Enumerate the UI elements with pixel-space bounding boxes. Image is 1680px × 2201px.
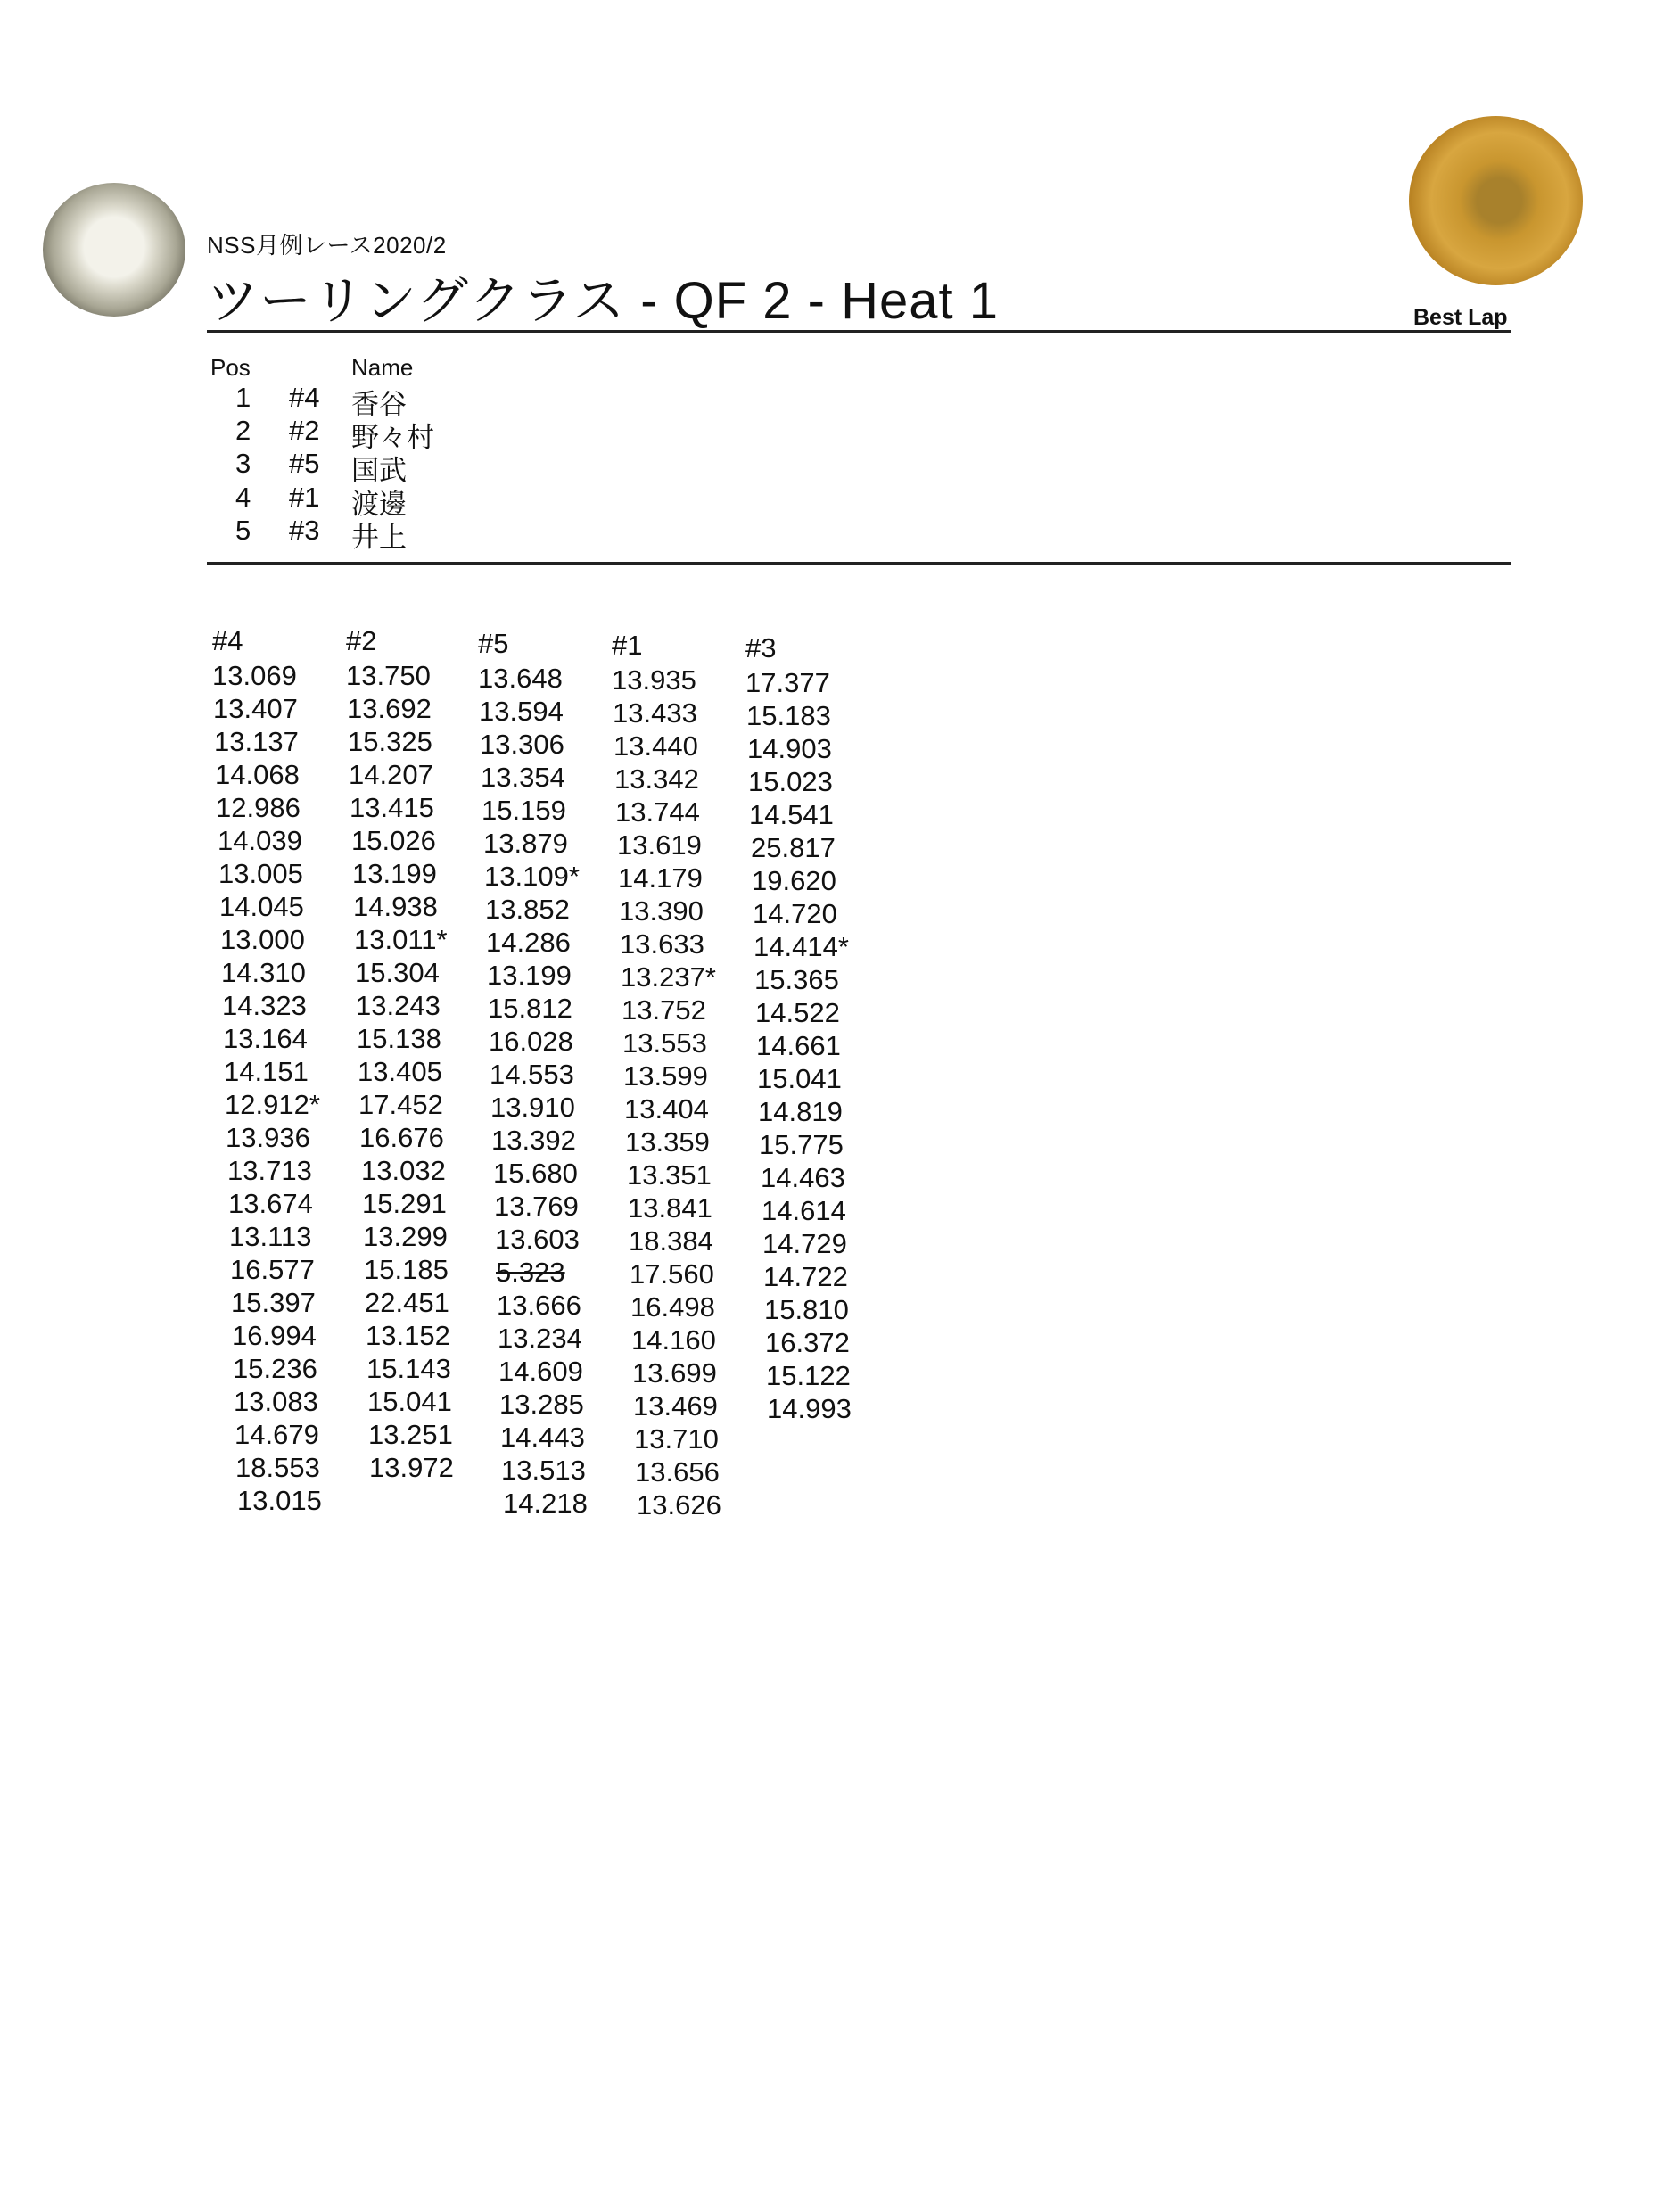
lap-time: 13.692	[347, 693, 432, 724]
lap-time: 14.179	[618, 862, 703, 894]
lap-time: 13.666	[497, 1290, 581, 1321]
lap-time: 15.185	[364, 1254, 449, 1285]
lap-time: 15.023	[748, 766, 833, 797]
lap-time: 13.674	[228, 1188, 313, 1219]
lap-time: 13.619	[617, 829, 702, 861]
lap-time: 13.750	[346, 660, 431, 691]
lap-time: 19.620	[752, 865, 836, 896]
lap-time: 17.560	[630, 1258, 714, 1290]
bottom-rule	[207, 562, 1511, 565]
race-title: ツーリングクラス - QF 2 - Heat 1	[207, 272, 999, 330]
lap-time: 13.199	[352, 858, 437, 889]
lap-column	[346, 624, 454, 1484]
lap-time: 14.722	[763, 1261, 848, 1292]
lap-time: 25.817	[751, 832, 836, 863]
lap-time: 16.676	[359, 1122, 444, 1153]
lap-time: 15.810	[764, 1294, 849, 1325]
lap-time: 13.633	[620, 928, 704, 960]
lap-time: 14.039	[218, 825, 302, 856]
lap-time: 13.744	[615, 796, 700, 828]
lap-time: 13.752	[622, 994, 706, 1026]
lap-time: 13.234	[498, 1323, 582, 1354]
lap-time: 14.068	[215, 759, 300, 790]
lap-time: 14.609	[498, 1356, 583, 1387]
lap-time: 15.304	[355, 957, 440, 988]
lap-time: 13.972	[369, 1452, 454, 1483]
lap-time: 14.218	[503, 1488, 588, 1519]
lap-time: 15.041	[367, 1386, 452, 1417]
lap-time: 16.028	[489, 1026, 573, 1057]
lap-time: 13.000	[220, 924, 305, 955]
lap-time: 14.541	[749, 799, 834, 830]
row-car-number: #5	[289, 448, 320, 479]
lap-time: 13.251	[368, 1419, 453, 1450]
lap-time: 15.775	[759, 1129, 844, 1160]
lap-time: 15.236	[233, 1353, 317, 1384]
lap-column	[478, 627, 588, 1520]
row-car-number: #1	[289, 482, 320, 513]
row-car-number: #4	[289, 382, 320, 413]
event-name: NSS月例レース2020/2	[207, 232, 447, 259]
lap-time: 13.011*	[354, 924, 448, 955]
row-pos: 1	[235, 382, 251, 413]
lap-time: 14.323	[222, 990, 307, 1021]
lap-time: 13.603	[495, 1224, 580, 1255]
lap-time: 17.377	[745, 667, 830, 698]
lap-time: 13.415	[350, 792, 434, 823]
lap-time: 13.359	[625, 1126, 710, 1158]
lap-time: 13.351	[627, 1159, 712, 1191]
row-car-number: #3	[289, 515, 320, 546]
lap-time: 14.151	[224, 1056, 309, 1087]
lap-time: 13.656	[635, 1456, 720, 1488]
lap-time: 15.122	[766, 1360, 851, 1391]
lap-time: 13.083	[234, 1386, 318, 1417]
lap-time: 13.015	[237, 1485, 322, 1516]
lap-time: 13.852	[485, 894, 570, 925]
event-header	[207, 227, 447, 260]
lap-time: 16.498	[630, 1291, 715, 1323]
lap-time: 5.323	[496, 1257, 565, 1288]
lap-time: 16.577	[230, 1254, 315, 1285]
lap-time: 13.405	[358, 1056, 442, 1087]
lap-time: 13.390	[619, 895, 704, 927]
lap-time: 14.443	[500, 1422, 585, 1453]
lap-time: 14.720	[753, 898, 837, 929]
lap-time: 13.599	[623, 1060, 708, 1092]
lap-time: 13.769	[494, 1191, 579, 1222]
row-driver-name: 香谷	[351, 389, 407, 420]
lap-column	[212, 624, 322, 1517]
lap-time: 13.137	[214, 726, 299, 757]
lap-time: 13.005	[218, 858, 303, 889]
lap-time: 13.713	[227, 1155, 312, 1186]
row-car-number: #2	[289, 415, 320, 446]
lap-time: 13.243	[356, 990, 441, 1021]
header-pos: Pos	[210, 354, 251, 381]
lap-column-header: #4	[212, 625, 243, 656]
row-pos: 3	[235, 448, 251, 479]
lap-time: 13.513	[501, 1455, 586, 1486]
lap-time: 12.912*	[225, 1089, 320, 1120]
lap-time: 13.553	[622, 1027, 707, 1059]
lap-time: 13.113	[229, 1221, 312, 1252]
lap-time: 17.452	[358, 1089, 443, 1120]
lap-time: 13.648	[478, 663, 563, 694]
lap-time: 13.935	[612, 664, 696, 696]
lap-column	[612, 629, 721, 1521]
lap-time: 13.342	[614, 763, 699, 795]
lap-time: 14.045	[219, 891, 304, 922]
lap-time: 15.812	[488, 993, 572, 1024]
lap-time: 13.164	[223, 1023, 308, 1054]
lap-time: 22.451	[365, 1287, 449, 1318]
lap-time: 18.384	[629, 1225, 713, 1257]
lap-time: 13.354	[481, 762, 565, 793]
lap-time: 13.109*	[484, 861, 580, 892]
lap-column-header: #5	[478, 628, 509, 659]
lap-time: 13.594	[479, 696, 564, 727]
lap-time: 13.841	[628, 1192, 712, 1224]
lap-time: 15.026	[351, 825, 436, 856]
header-name: Name	[351, 354, 414, 381]
row-pos: 5	[235, 515, 251, 546]
lap-time: 12.986	[216, 792, 301, 823]
lap-time: 13.407	[213, 693, 298, 724]
lap-time: 13.626	[637, 1489, 721, 1521]
lap-time: 13.032	[361, 1155, 446, 1186]
lap-time: 14.553	[490, 1059, 574, 1090]
lap-time: 14.729	[762, 1228, 847, 1259]
row-driver-name: 渡邊	[351, 489, 407, 520]
lap-column	[745, 631, 852, 1425]
lap-time: 14.679	[235, 1419, 319, 1450]
lap-time: 13.440	[614, 730, 698, 762]
lap-time: 15.143	[366, 1353, 451, 1384]
lap-time: 14.414*	[754, 931, 849, 962]
lap-time: 16.372	[765, 1327, 850, 1358]
lap-time: 13.936	[226, 1122, 310, 1153]
lap-time: 13.237*	[621, 961, 716, 993]
lap-time: 13.433	[613, 697, 697, 729]
lap-time: 14.160	[631, 1324, 716, 1356]
lap-time: 15.325	[348, 726, 432, 757]
lap-time: 15.138	[357, 1023, 441, 1054]
magnet-left	[43, 183, 185, 317]
lap-time: 15.041	[757, 1063, 842, 1094]
lap-time: 13.392	[491, 1125, 576, 1156]
lap-time: 13.699	[632, 1357, 717, 1389]
lap-time: 16.994	[232, 1320, 317, 1351]
row-pos: 2	[235, 415, 251, 446]
lap-time: 13.152	[366, 1320, 450, 1351]
row-pos: 4	[235, 482, 251, 513]
lap-time: 15.365	[754, 964, 839, 995]
lap-time: 13.469	[633, 1390, 718, 1422]
magnet-right	[1409, 116, 1583, 285]
row-driver-name: 野々村	[351, 422, 434, 453]
lap-time: 13.199	[487, 960, 572, 991]
lap-time: 14.286	[486, 927, 571, 958]
lap-time: 14.938	[353, 891, 438, 922]
lap-time: 15.680	[493, 1158, 578, 1189]
row-driver-name: 国武	[351, 455, 407, 486]
lap-time: 15.291	[362, 1188, 447, 1219]
lap-column-header: #3	[745, 632, 777, 664]
lap-time: 13.404	[624, 1093, 709, 1125]
lap-time: 14.903	[747, 733, 832, 764]
lap-time: 13.299	[363, 1221, 448, 1252]
lap-time: 14.522	[755, 997, 840, 1028]
lap-time: 15.397	[231, 1287, 316, 1318]
lap-time: 14.614	[762, 1195, 846, 1226]
lap-time: 15.183	[746, 700, 831, 731]
lap-time: 13.285	[499, 1389, 584, 1420]
lap-time: 15.159	[482, 795, 566, 826]
row-driver-name: 井上	[351, 522, 407, 553]
lap-time: 13.910	[490, 1092, 575, 1123]
lap-time: 13.879	[483, 828, 568, 859]
corner-best-lap-label: Best Lap	[1413, 305, 1508, 330]
lap-time: 18.553	[235, 1452, 320, 1483]
lap-time: 13.069	[212, 660, 297, 691]
lap-time: 13.710	[634, 1423, 719, 1455]
lap-column-header: #1	[612, 630, 643, 661]
lap-time: 14.310	[221, 957, 306, 988]
top-rule	[207, 330, 1511, 333]
lap-column-header: #2	[346, 625, 377, 656]
lap-time: 14.661	[756, 1030, 841, 1061]
lap-time: 13.306	[480, 729, 564, 760]
lap-time: 14.463	[761, 1162, 845, 1193]
lap-time: 14.993	[767, 1393, 852, 1424]
lap-time: 14.819	[758, 1096, 843, 1127]
lap-time: 14.207	[349, 759, 433, 790]
